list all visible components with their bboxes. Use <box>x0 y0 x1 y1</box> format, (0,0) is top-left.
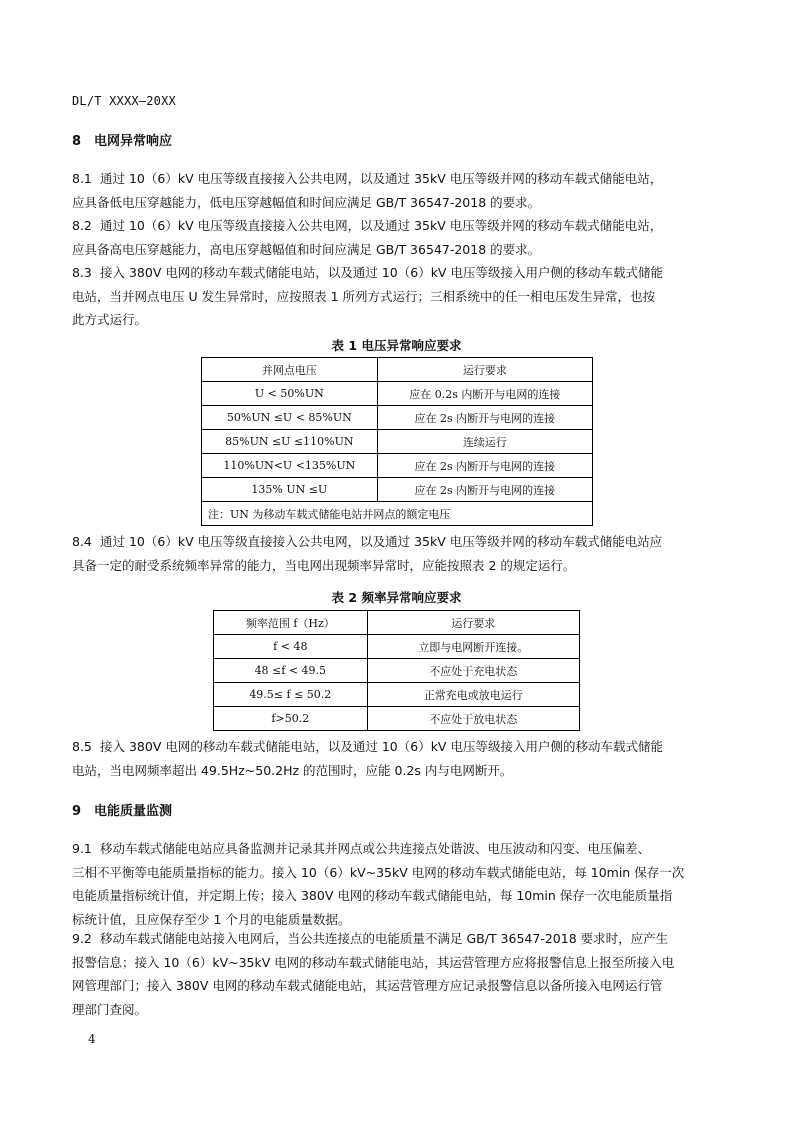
table-header-row <box>214 611 580 635</box>
clause-text: 接入 380V 电网的移动车载式储能电站，以及通过 10（6）kV 电压等级接入用户侧的移动车载式储能 <box>100 265 663 280</box>
table-note-row <box>202 502 593 526</box>
table-cell: 49.5≤ f ≤ 50.2 <box>214 683 368 707</box>
table-cell: 135% UN ≤U <box>202 478 378 502</box>
table-header-row <box>202 358 593 382</box>
table-row <box>202 478 593 502</box>
voltage-response-table <box>201 357 593 526</box>
clause-text: 标统计值，且应保存至少 1 个月的电能质量数据。 <box>72 911 351 927</box>
clause-9-2 <box>72 927 720 1021</box>
clause-text: 三相不平衡等电能质量指标的能力。接入 10（6）kV~35kV 电网的移动车载式储能电站，每 10min 保存一次 <box>72 864 685 880</box>
table-row <box>214 683 580 707</box>
table-cell: 应在 2s 内断开与电网的连接 <box>377 406 592 430</box>
section-number: 8 <box>72 134 82 149</box>
clause-text: 应具备低电压穿越能力，低电压穿越幅值和时间应满足 GB/T 36547-2018 的要求。 <box>72 194 541 210</box>
page-number: 4 <box>88 1032 96 1046</box>
clause-text: 报警信息；接入 10（6）kV~35kV 电网的移动车载式储能电站，其运营管理方应将报警信息上报至所接入电 <box>72 954 675 970</box>
table-cell: 正常充电或放电运行 <box>367 683 579 707</box>
table-row <box>202 454 593 478</box>
clause-8-3 <box>72 261 720 332</box>
table-2-caption: 表 2 频率异常响应要求 <box>331 590 462 605</box>
table-cell: 应在 2s 内断开与电网的连接 <box>377 478 592 502</box>
page-header: DL/T XXXX—20XX <box>72 94 176 108</box>
clause-text: 电站，当电网频率超出 49.5Hz~50.2Hz 的范围时，应能 0.2s 内与电网断开。 <box>72 762 513 778</box>
table-cell: 85%UN ≤U ≤110%UN <box>202 430 378 454</box>
clause-text: 具备一定的耐受系统频率异常的能力，当电网出现频率异常时，应能按照表 2 的规定运行。 <box>72 557 576 573</box>
clause-text: 通过 10（6）kV 电压等级直接接入公共电网，以及通过 35kV 电压等级并网的移动车载式储能电站应 <box>100 534 663 549</box>
table-cell: 立即与电网断开连接。 <box>367 635 579 659</box>
table-cell: U < 50%UN <box>202 382 378 406</box>
section-number: 9 <box>72 804 82 819</box>
clause-text: 理部门查阅。 <box>72 1001 148 1017</box>
section-title: 电能质量监测 <box>94 804 173 819</box>
table-cell: 不应处于放电状态 <box>367 707 579 731</box>
clause-text: 电站，当并网点电压 U 发生异常时，应按照表 1 所列方式运行；三相系统中的任一相电压发生异常，也按 <box>72 288 655 304</box>
table-row <box>202 406 593 430</box>
section-9-heading <box>72 800 172 819</box>
clause-8-1 <box>72 167 720 214</box>
clause-8-4 <box>72 530 720 577</box>
frequency-response-table <box>213 610 580 731</box>
clause-number: 8.1 <box>72 171 92 186</box>
table-header-cell: 运行要求 <box>377 358 592 382</box>
table-row <box>202 430 593 454</box>
table-cell: f>50.2 <box>214 707 368 731</box>
table-cell: 不应处于充电状态 <box>367 659 579 683</box>
table-cell: f < 48 <box>214 635 368 659</box>
clause-text: 通过 10（6）kV 电压等级直接接入公共电网，以及通过 35kV 电压等级并网的移动车载式储能电站， <box>100 218 663 233</box>
clause-number: 9.2 <box>72 931 92 946</box>
table-row <box>202 382 593 406</box>
clause-text: 移动车载式储能电站接入电网后，当公共连接点的电能质量不满足 GB/T 36547-2018 要求时，应产生 <box>100 931 669 946</box>
clause-text: 网管理部门；接入 380V 电网的移动车载式储能电站，其运营管理方应记录报警信息以备所接入电网运行管 <box>72 978 663 993</box>
table-cell: 应在 2s 内断开与电网的连接 <box>377 454 592 478</box>
clause-text: 此方式运行。 <box>72 312 148 327</box>
section-title: 电网异常响应 <box>94 134 173 149</box>
clause-text: 接入 380V 电网的移动车载式储能电站，以及通过 10（6）kV 电压等级接入用户侧的移动车载式储能 <box>100 739 663 754</box>
clause-text: 移动车载式储能电站应具备监测并记录其并网点或公共连接点处谐波、电压波动和闪变、电压偏差、 <box>100 841 651 856</box>
table-row <box>214 635 580 659</box>
clause-8-2 <box>72 214 720 261</box>
table-cell: 48 ≤f < 49.5 <box>214 659 368 683</box>
section-8-heading <box>72 130 172 149</box>
clause-text: 应具备高电压穿越能力，高电压穿越幅值和时间应满足 GB/T 36547-2018 的要求。 <box>72 241 541 257</box>
clause-number: 8.5 <box>72 739 92 754</box>
table-row <box>214 707 580 731</box>
clause-number: 8.2 <box>72 218 92 233</box>
table-header-cell: 运行要求 <box>367 611 579 635</box>
clause-number: 8.4 <box>72 534 92 549</box>
table-header-cell: 频率范围 f（Hz） <box>214 611 368 635</box>
clause-text: 电能质量指标统计值，并定期上传；接入 380V 电网的移动车载式储能电站，每 10min 保存一次电能质量指 <box>72 888 673 903</box>
table-cell: 应在 0.2s 内断开与电网的连接 <box>377 382 592 406</box>
clause-text: 通过 10（6）kV 电压等级直接接入公共电网，以及通过 35kV 电压等级并网的移动车载式储能电站， <box>100 171 663 186</box>
clause-number: 8.3 <box>72 265 92 280</box>
clause-number: 9.1 <box>72 841 92 856</box>
clause-9-1 <box>72 837 720 931</box>
table-note: 注：UN 为移动车载式储能电站并网点的额定电压 <box>202 502 593 526</box>
table-row <box>214 659 580 683</box>
table-header-cell: 并网点电压 <box>202 358 378 382</box>
table-1-caption: 表 1 电压异常响应要求 <box>331 338 462 353</box>
table-cell: 110%UN<U <135%UN <box>202 454 378 478</box>
table-cell: 50%UN ≤U < 85%UN <box>202 406 378 430</box>
table-cell: 连续运行 <box>377 430 592 454</box>
clause-8-5 <box>72 735 720 782</box>
